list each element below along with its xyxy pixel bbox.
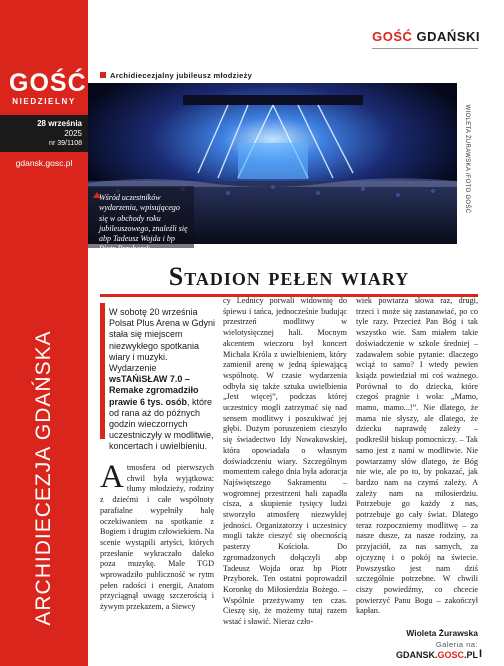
- body-column-1-text: tmosfera od pierwszych chwil była wyjątkowa: tłumy młodzieży, rodziny z dziećmi i całe wspólnoty parafialne wypełniły halę oczekiwaniem na spotkanie z Bogiem i drugim człowiekiem. Na scenie wystąpili artyści, których przesłanie wykraczało daleko poza muzykę. Male TGD wprowadziło publiczność w rytm pełen radości i energii, Anatom przyciągnął uwagę szczerością i żywym przekazem, a Siewcy: [100, 463, 214, 612]
- edition-brand: [372, 29, 480, 44]
- issue-info: [0, 115, 88, 152]
- article-title: Stadion pełen wiary: [168, 262, 410, 291]
- article-kicker: Archidiecezjalny jubileusz młodzieży: [100, 71, 252, 80]
- body-column-3: wiek powtarza słowa raz, drugi, trzeci i może się zastanawiać, po co tyle razy. Przecież Pan Bóg i tak wszystko wie. Sam miałem takie doświadczenie w szkole średniej – zadawałem sobie pytanie: dlaczego wciąż to samo? I wtedy pewien ksiądz powiedział mi coś ważnego. Porównał to do dziecka, które czegoś pragnie i woła: „Mamo, mamo, mamo...!”. Nie dlatego, że mama nie słyszy, ale dlatego, że dziecku naprawdę zależy – podkreślił biskup pomocniczy. – Tak samo jest z nami w modlitwie. Nie powtarzamy słów dlatego, że Bóg nie wie, ale po to, by pokazać, jak bardzo nam na czymś zależy. A zależy nam na miłosierdziu. Potrzebuje go każdy z nas, potrzebuje go cały świat. Dlatego teraz rozpoczniemy modlitwę – za nasze dusze, za nasze rodziny, za przyjaciół, za nas samych, za ojczyznę i o pokój na świecie. Powszystko jest nam dziś szczególnie potrzebne. W chwili ciszy powiedźmy, co chcecie powierzyć Panu Bogu – zakończył kapłan.: [356, 296, 478, 616]
- photo-caption: [99, 193, 189, 255]
- author-signature: Wioleta Żurawska: [406, 628, 478, 638]
- gallery-url-a: GDANSK.: [395, 650, 438, 660]
- photo-caption-text: Wśród uczestników wydarzenia, wpisującego się w obchody roku jubileuszowego, znaleźli się abp Tadeusz Wojda i bp Piotr Przyborek.: [99, 193, 188, 254]
- site-link[interactable]: gdansk.gosc.pl: [15, 158, 73, 168]
- brand-part-gosc: GOŚĆ: [372, 29, 413, 44]
- photo-credit: [461, 84, 473, 234]
- lead-text-1: W sobotę 20 września Polsat Plus Arena w Gdyni stała się miejscem niezwykłego spotkania wiary i muzyki. Wydarzenie: [109, 307, 216, 374]
- body-column-2: cy Lednicy porwali widownię do śpiewu i tańca, jednocześnie budując przestrzeń modlitwy w wielotysięcznej hali. Mocnym akcentem wieczoru był koncert Michała Króla z uwielbieniem, który zamienił arenę w jedną śpiewającą wspólnotę. W czasie wydarzenia odbyła się także sztuka uwielbienia „Jest więcej”, podczas której uczestnicy mogli zatrzymać się nad sensem modlitwy i poszukiwać jej głębi. Dużym poruszeniem cieszyło się świadectwo Idy Nowakowskiej, która opowiadała o własnym doświadczeniu wiary. Szczególnym momentem całego dnia była adoracja Najświętszego Sakramentu – wogromnej przestrzeni hali zapadła cisza, a skupienie tysięcy ludzi stworzyło atmosferę niezwykłej jedności. Organizatorzy i uczestnicy mogli także cieszyć się obecnością pasterzy Kościoła. Do zgromadzonych dołączyli abp Tadeusz Wojda oraz bp Piotr Przyborek. Ten ostatni poprowadził Koronkę do Miłosierdzia Bożego. – Wspólnie przeżywamy ten czas. Cieszę się, że możemy tutaj razem wstać i sławić. Nieraz czło-: [223, 296, 347, 627]
- brand-part-gdanski: GDAŃSKI: [416, 29, 480, 44]
- gallery-url-b: GOSC: [437, 650, 464, 660]
- article-lead: [109, 307, 217, 453]
- issue-number: nr 39/1108: [49, 140, 82, 147]
- logo-sub: NIEDZIELNY: [12, 97, 76, 106]
- gallery-url-c: .PL: [463, 650, 478, 660]
- lead-accent-bar: [100, 303, 105, 439]
- drop-cap: A: [100, 459, 124, 495]
- section-label: ARCHIDIECEZJA GDAŃSKA: [32, 330, 55, 626]
- lead-text-bold: wsTAŃiSŁAW 7.0 – Remake zgromadziło prawie 6 tys. osób: [109, 374, 199, 407]
- photo-credit-text: WIOLETA ŻURAWSKA /FOTO GOŚĆ: [464, 104, 470, 214]
- issue-year: 2025: [64, 129, 82, 138]
- gallery-link[interactable]: [356, 650, 478, 660]
- header-divider: [372, 48, 478, 49]
- issue-date: 28 września: [37, 119, 82, 128]
- logo-main: GOŚĆ: [9, 69, 87, 97]
- body-column-1: [100, 459, 214, 613]
- gallery-label: Galeria na:: [435, 640, 478, 649]
- lead-text-2: , które od rana aż do późnych godzin wieczornych uczestniczyły w modlitwie, koncertach i uwielbieniu.: [109, 396, 214, 452]
- magazine-logo[interactable]: [9, 69, 87, 106]
- page-number: I: [478, 648, 482, 660]
